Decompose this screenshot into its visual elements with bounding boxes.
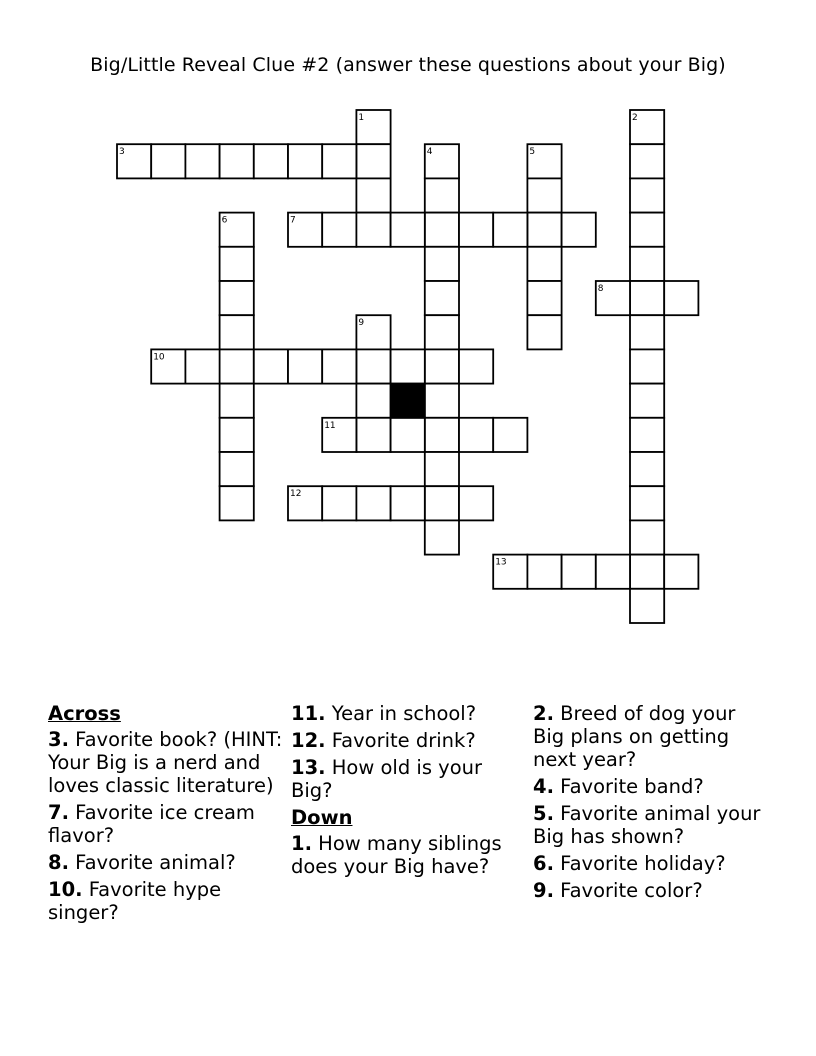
- clue-number: 3.: [48, 728, 69, 751]
- crossword-cell[interactable]: [425, 349, 459, 383]
- cell-number: 5: [529, 147, 536, 158]
- clues-column-3: [533, 702, 769, 906]
- clue-number: 4.: [533, 775, 554, 798]
- crossword-cell[interactable]: [356, 418, 390, 452]
- clue-number: 9.: [533, 879, 554, 902]
- crossword-cell[interactable]: [459, 486, 493, 520]
- crossword-cell[interactable]: [425, 520, 459, 554]
- crossword-cell[interactable]: [630, 349, 664, 383]
- clue-item: [48, 728, 284, 797]
- crossword-cell[interactable]: [322, 213, 356, 247]
- cell-number: 7: [290, 215, 296, 226]
- crossword-cell[interactable]: [356, 486, 390, 520]
- clue-item: [48, 801, 284, 847]
- crossword-cell[interactable]: [630, 247, 664, 281]
- clue-item: [291, 729, 527, 752]
- crossword-cell[interactable]: [596, 555, 630, 589]
- crossword-cell[interactable]: [527, 247, 561, 281]
- crossword-cell[interactable]: [459, 213, 493, 247]
- crossword-cell[interactable]: [527, 281, 561, 315]
- crossword-cell[interactable]: [288, 144, 322, 178]
- crossword-cell[interactable]: [630, 555, 664, 589]
- clue-text: Favorite book? (HINT: Your Big is a nerd and loves classic literature): [48, 728, 283, 797]
- clue-text: Favorite hype singer?: [48, 878, 222, 924]
- clues-column-2: [291, 702, 527, 882]
- crossword-cell[interactable]: [322, 144, 356, 178]
- clue-text: Breed of dog your Big plans on getting next year?: [533, 702, 736, 771]
- crossword-cell[interactable]: [322, 486, 356, 520]
- clue-number: 7.: [48, 801, 69, 824]
- crossword-cell[interactable]: [425, 247, 459, 281]
- clue-item: [533, 775, 769, 798]
- crossword-cell[interactable]: [425, 281, 459, 315]
- clue-text: Favorite band?: [553, 775, 704, 798]
- crossword-cell[interactable]: [220, 144, 254, 178]
- page-title: Big/Little Reveal Clue #2 (answer these questions about your Big): [90, 54, 726, 76]
- clue-text: How many siblings does your Big have?: [291, 832, 502, 878]
- clue-item: [533, 852, 769, 875]
- crossword-cell[interactable]: [630, 520, 664, 554]
- crossword-cell[interactable]: [356, 178, 390, 212]
- cell-number: 1: [358, 113, 365, 123]
- clue-number: 13.: [291, 756, 326, 779]
- clue-number: 6.: [533, 852, 554, 875]
- crossword-cell[interactable]: [527, 555, 561, 589]
- crossword-cell[interactable]: [185, 144, 219, 178]
- cell-number: 10: [153, 352, 165, 363]
- clue-item: [533, 802, 769, 848]
- cell-number: 6: [221, 215, 228, 226]
- clue-number: 2.: [533, 702, 554, 725]
- cell-number: 2: [632, 113, 638, 123]
- clue-number: 5.: [533, 802, 554, 825]
- cell-number: 8: [597, 284, 604, 294]
- crossword-cell[interactable]: [630, 418, 664, 452]
- crossword-cell[interactable]: [562, 213, 596, 247]
- crossword-cell[interactable]: [527, 178, 561, 212]
- clue-item: [533, 702, 769, 771]
- crossword-cell[interactable]: [220, 452, 254, 486]
- crossword-cell[interactable]: [425, 452, 459, 486]
- clue-number: 12.: [291, 729, 326, 752]
- crossword-cell[interactable]: [630, 589, 664, 623]
- crossword-cell[interactable]: [220, 384, 254, 418]
- crossword-cell[interactable]: [185, 349, 219, 383]
- clues-column-1: [48, 702, 284, 928]
- crossword-cell[interactable]: [459, 418, 493, 452]
- crossword-black-cell: [391, 384, 425, 418]
- cell-number: 4: [426, 147, 433, 158]
- crossword-cell[interactable]: [391, 349, 425, 383]
- clue-number: 1.: [291, 832, 312, 855]
- cell-number: 11: [324, 420, 336, 431]
- clue-text: Favorite animal?: [68, 851, 236, 874]
- clue-text: Year in school?: [325, 702, 477, 725]
- crossword-cell[interactable]: [425, 178, 459, 212]
- crossword-cell[interactable]: [391, 418, 425, 452]
- crossword-cell[interactable]: [630, 384, 664, 418]
- clue-text: Favorite ice cream flavor?: [48, 801, 255, 847]
- crossword-cell[interactable]: [254, 144, 288, 178]
- crossword-cell[interactable]: [630, 315, 664, 349]
- crossword-cell[interactable]: [322, 349, 356, 383]
- crossword-cell[interactable]: [562, 555, 596, 589]
- crossword-cell[interactable]: [425, 486, 459, 520]
- down-heading: Down: [291, 806, 353, 829]
- clue-item: [291, 832, 527, 878]
- cell-number: 3: [119, 147, 125, 158]
- clue-text: Favorite color?: [553, 879, 703, 902]
- across-heading: Across: [48, 702, 121, 725]
- clue-text: Favorite holiday?: [553, 852, 726, 875]
- crossword-cell[interactable]: [493, 213, 527, 247]
- crossword-cell[interactable]: [425, 315, 459, 349]
- crossword-cell[interactable]: [391, 486, 425, 520]
- crossword-cell[interactable]: [527, 315, 561, 349]
- crossword-cell[interactable]: [151, 144, 185, 178]
- cell-number: 9: [358, 318, 365, 329]
- crossword-cell[interactable]: [356, 384, 390, 418]
- crossword-cell[interactable]: [425, 418, 459, 452]
- clue-text: How old is your Big?: [291, 756, 483, 802]
- crossword-cell[interactable]: [220, 418, 254, 452]
- crossword-cell[interactable]: [391, 213, 425, 247]
- crossword-cell[interactable]: [220, 315, 254, 349]
- crossword-cell[interactable]: [630, 213, 664, 247]
- crossword-cell[interactable]: [254, 349, 288, 383]
- cell-number: 12: [290, 489, 302, 500]
- crossword-cell[interactable]: [356, 213, 390, 247]
- crossword-cell[interactable]: [664, 555, 698, 589]
- crossword-cell[interactable]: [220, 247, 254, 281]
- clue-item: [291, 702, 527, 725]
- crossword-cell[interactable]: [630, 144, 664, 178]
- clue-item: [48, 851, 284, 874]
- crossword-cell[interactable]: [220, 349, 254, 383]
- crossword-cell[interactable]: [630, 486, 664, 520]
- crossword-cell[interactable]: [220, 281, 254, 315]
- crossword-cell[interactable]: [459, 349, 493, 383]
- crossword-cell[interactable]: [425, 384, 459, 418]
- clue-text: Favorite animal your Big has shown?: [533, 802, 761, 848]
- clue-item: [533, 879, 769, 902]
- clue-item: [291, 756, 527, 802]
- crossword-cell[interactable]: [664, 281, 698, 315]
- crossword-cell[interactable]: [630, 178, 664, 212]
- crossword-cell[interactable]: [493, 418, 527, 452]
- crossword-cell[interactable]: [356, 144, 390, 178]
- clue-item: [48, 878, 284, 924]
- crossword-cell[interactable]: [356, 349, 390, 383]
- clue-number: 11.: [291, 702, 326, 725]
- crossword-cell[interactable]: [630, 452, 664, 486]
- clue-number: 10.: [48, 878, 83, 901]
- crossword-cell[interactable]: [425, 213, 459, 247]
- cell-number: 13: [495, 557, 507, 568]
- crossword-cell[interactable]: [630, 281, 664, 315]
- crossword-cell[interactable]: [288, 349, 322, 383]
- crossword-cell[interactable]: [220, 486, 254, 520]
- crossword-cell[interactable]: [527, 213, 561, 247]
- clue-text: Favorite drink?: [325, 729, 476, 752]
- clue-number: 8.: [48, 851, 69, 874]
